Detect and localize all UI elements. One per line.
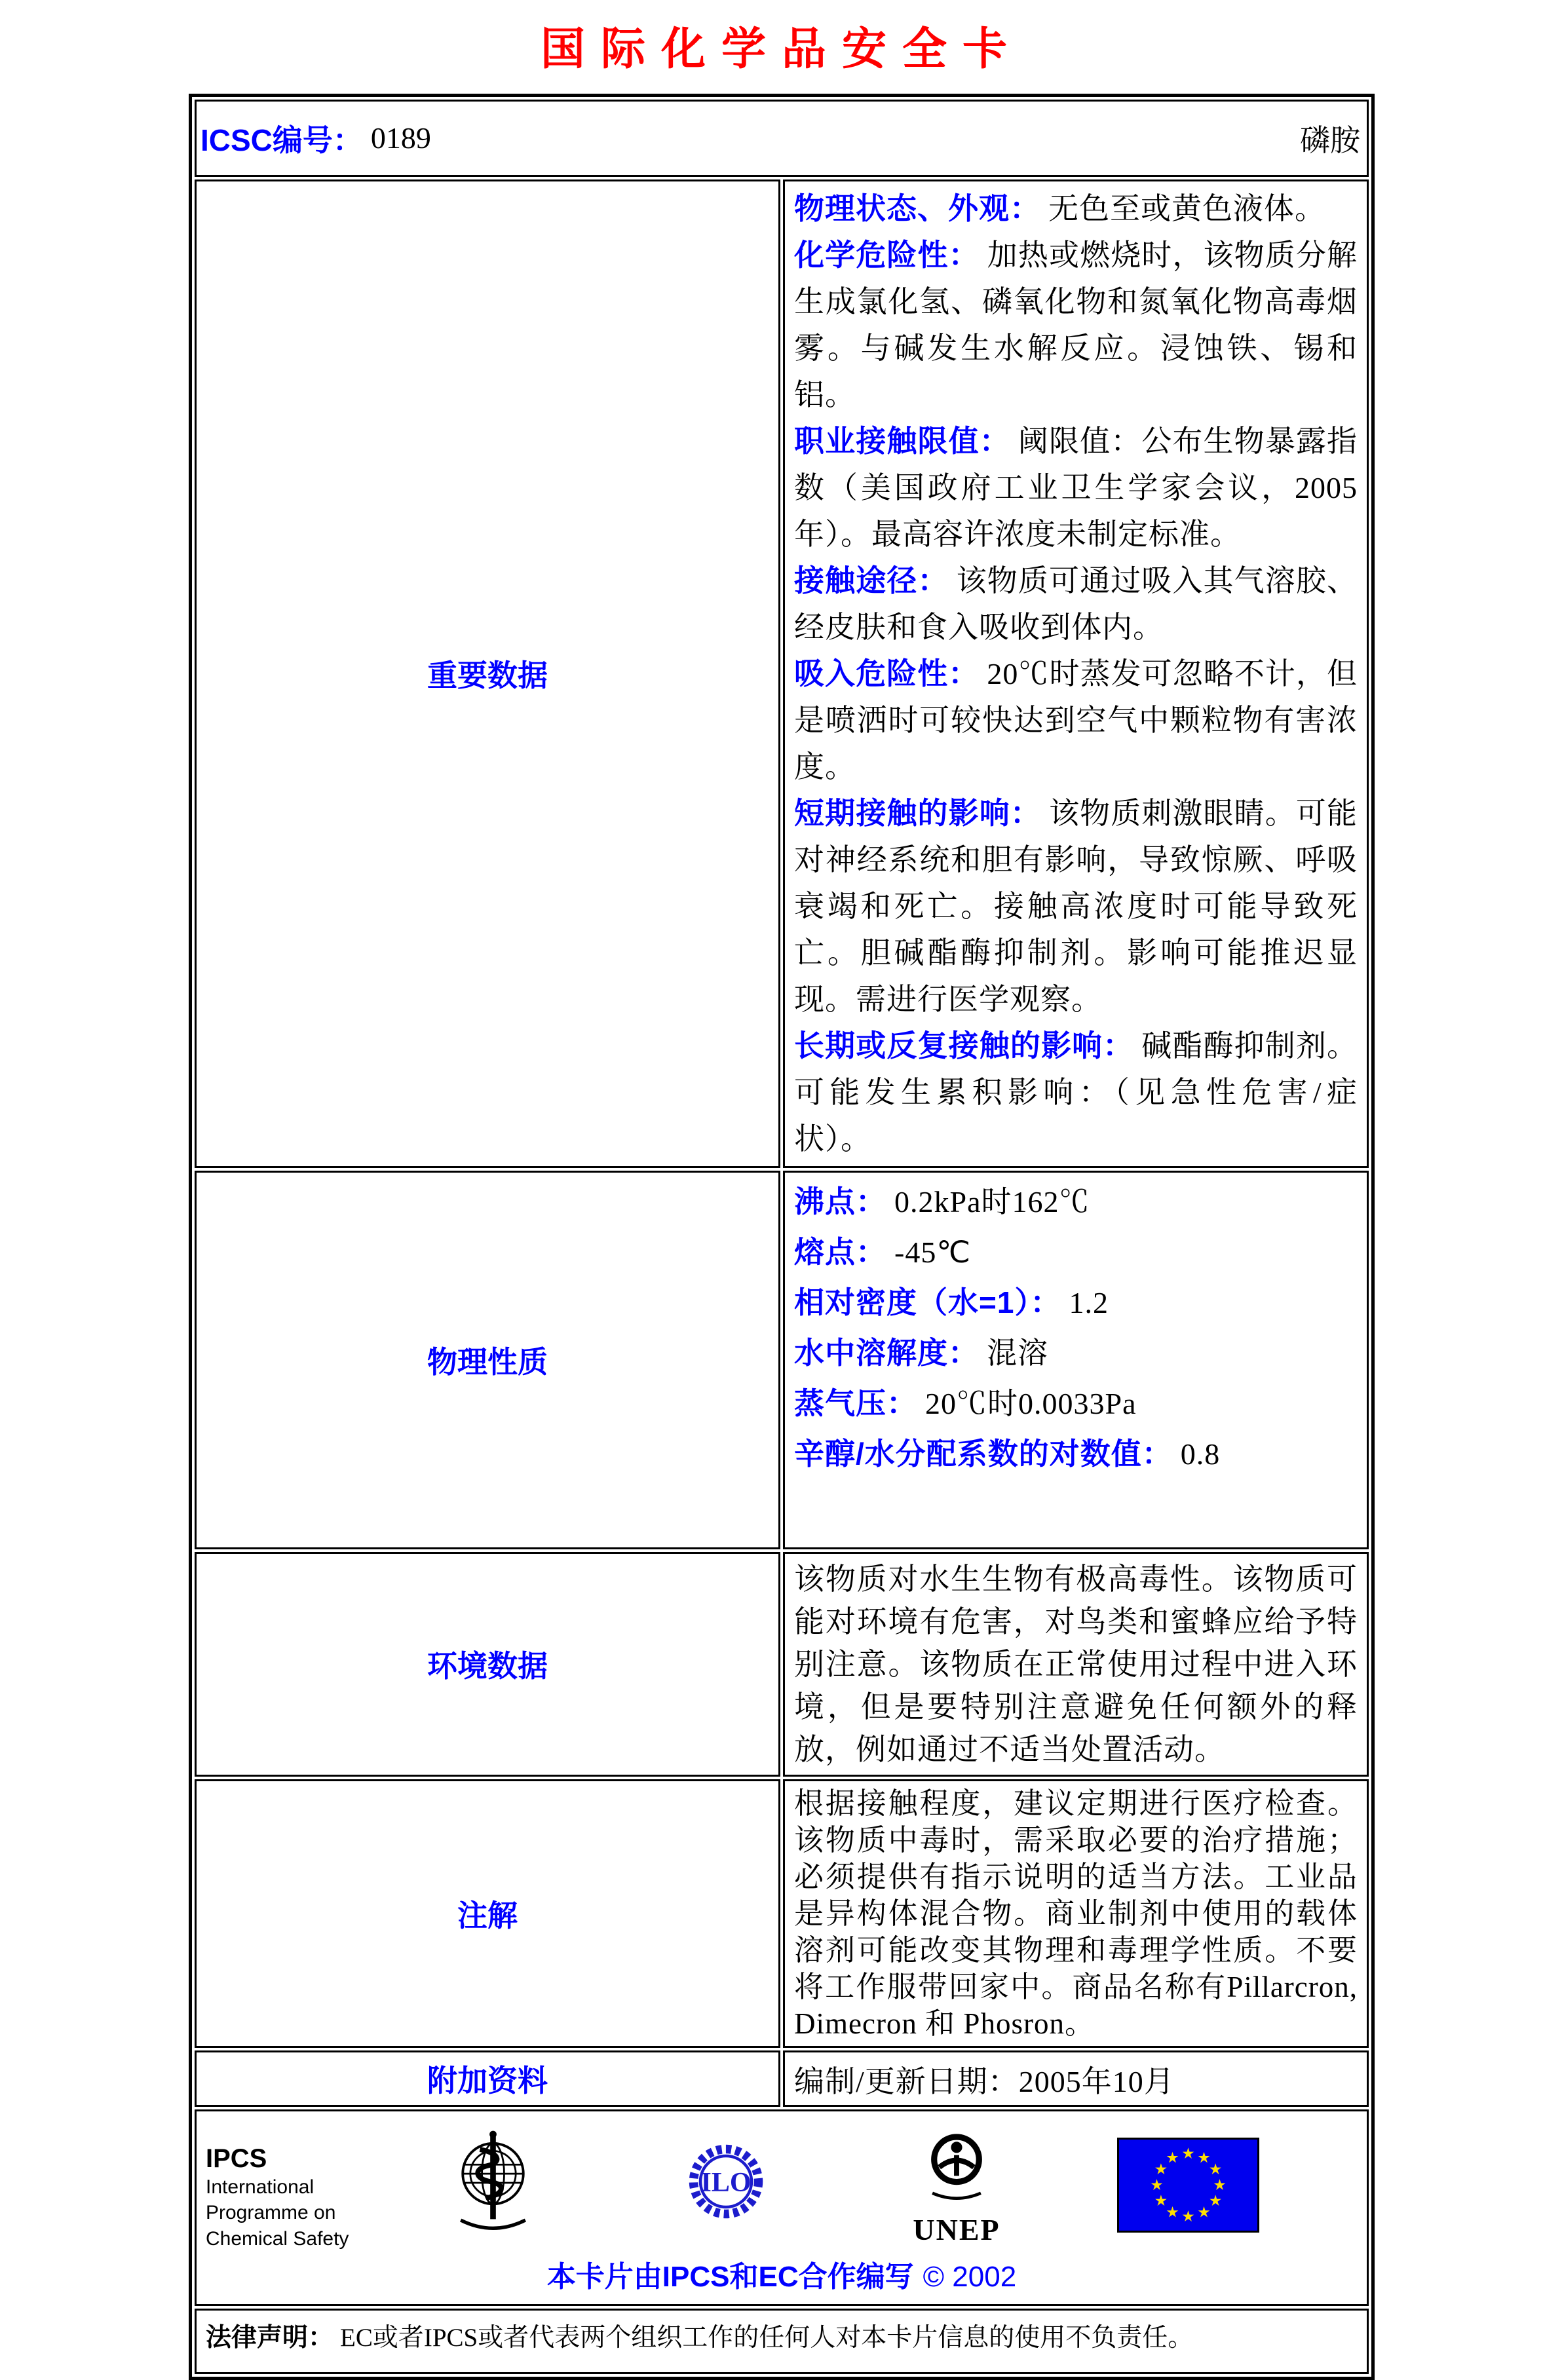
notes-text: 根据接触程度，建议定期进行医疗检查。该物质中毒时，需采取必要的治疗措施；必须提供有指示说明的适当方法。工业品是异构体混合物。商业制剂中使用的载体溶剂可能改变其物理和毒理学性质。不要将工作服带回家中。商品名称有Pillarcron, Dimecron 和 Phosron。: [794, 1786, 1358, 2040]
unep-logo-icon: [904, 2121, 1009, 2216]
field-label: 吸入危险性：: [794, 656, 980, 690]
row-label-environmental-data: 环境数据: [195, 1552, 780, 1777]
physical-item: [794, 1177, 1358, 1227]
ilo-logo-icon: [667, 2128, 785, 2246]
physical-properties-content: [783, 1171, 1369, 1549]
field-label: 相对密度（水=1）：: [794, 1285, 1061, 1319]
eu-flag-icon: [1117, 2138, 1259, 2233]
physical-item: [794, 1378, 1358, 1429]
legal-cell: [195, 2309, 1369, 2374]
unep-logo-text: UNEP: [913, 2212, 1000, 2246]
additional-info-row: [195, 2050, 1369, 2107]
important-item: [794, 790, 1358, 1023]
important-item: [794, 651, 1358, 790]
notes-content: [783, 1779, 1369, 2048]
field-value: 该物质可通过吸入其气溶胶、经皮肤和食入吸收到体内。: [794, 563, 1358, 644]
physical-item: [794, 1328, 1358, 1378]
row-label-important-data: 重要数据: [195, 179, 780, 1168]
update-date-value: 2005年10月: [1018, 2064, 1175, 2098]
field-value: 0.8: [1180, 1437, 1221, 1471]
additional-info-content: [783, 2050, 1369, 2107]
icsc-card-table: [189, 94, 1375, 2380]
icsc-number-label: ICSC编号：: [200, 123, 363, 157]
cooperation-caption: [197, 2253, 1367, 2295]
field-value: 无色至或黄色液体。: [1048, 191, 1325, 225]
field-value: 该物质刺激眼睛。可能对神经系统和胆有影响，导致惊厥、呼吸衰竭和死亡。接触高浓度时可能导致死亡。胆碱酯酶抑制剂。影响可能推迟显现。需进行医学观察。: [794, 796, 1358, 1016]
logos-row: [195, 2109, 1369, 2306]
ilo-logo-text: ILO: [700, 2167, 752, 2198]
field-value: -45℃: [894, 1235, 971, 1269]
header-cell: [197, 102, 1367, 175]
important-item: [794, 1023, 1358, 1162]
physical-item: [794, 1429, 1358, 1479]
field-label: 物理状态、外观：: [794, 191, 1040, 225]
logos-cell: [195, 2109, 1369, 2306]
legal-notice-label: 法律声明：: [206, 2323, 334, 2352]
physical-properties-row: [195, 1171, 1369, 1549]
field-label: 沸点：: [794, 1184, 886, 1218]
field-label: 蒸气压：: [794, 1386, 917, 1420]
important-data-row: [195, 179, 1369, 1168]
chemical-name: 磷胺: [1300, 123, 1360, 157]
important-data-content: [783, 179, 1369, 1168]
legal-notice-text: EC或者IPCS或者代表两个组织工作的任何人对本卡片信息的使用不负责任。: [340, 2323, 1194, 2352]
field-label: 接触途径：: [794, 563, 949, 597]
field-label: 熔点：: [794, 1234, 886, 1269]
ipcs-subtitle-line: International: [206, 2176, 314, 2198]
who-logo-icon: [429, 2123, 557, 2244]
notes-row: [195, 1779, 1369, 2048]
page-title: 国际化学品安全卡: [540, 24, 1023, 74]
field-label: 化学危险性：: [794, 237, 980, 272]
field-value: 加热或燃烧时，该物质分解生成氯化氢、磷氧化物和氮氧化物高毒烟雾。与碱发生水解反应。浸蚀铁、锡和铝。: [794, 238, 1358, 411]
field-value: 混溶: [987, 1336, 1048, 1370]
field-value: 阈限值：公布生物暴露指数（美国政府工业卫生学家会议，2005年）。最高容许浓度未制定标准。: [794, 424, 1358, 551]
legal-row: [195, 2309, 1369, 2374]
row-label-additional-info: 附加资料: [195, 2050, 780, 2107]
environmental-text: 该物质对水生生物有极高毒性。该物质可能对环境有危害，对鸟类和蜜蜂应给予特别注意。该物质在正常使用过程中进入环境，但是要特别注意避免任何额外的释放，例如通过不适当处置活动。: [794, 1562, 1358, 1766]
important-item: [794, 418, 1358, 557]
update-date-label: 编制/更新日期：: [794, 2064, 1019, 2098]
unep-logo-block: [901, 2121, 1012, 2245]
field-value: 20℃时0.0033Pa: [925, 1386, 1137, 1420]
icsc-number-value: 0189: [370, 121, 431, 155]
field-label: 水中溶解度：: [794, 1335, 979, 1370]
field-label: 辛醇/水分配系数的对数值：: [794, 1436, 1173, 1471]
important-item: [794, 185, 1358, 232]
field-value: 碱酯酶抑制剂。可能发生累积影响：（见急性危害/症状）。: [794, 1029, 1358, 1156]
environmental-data-row: [195, 1552, 1369, 1777]
copyright-text: © 2002: [923, 2260, 1017, 2293]
environmental-data-content: [783, 1552, 1369, 1777]
ipcs-subtitle-line: Programme on: [206, 2202, 336, 2224]
field-label: 长期或反复接触的影响：: [794, 1028, 1134, 1063]
field-label: 职业接触限值：: [794, 423, 1010, 458]
ipcs-title: IPCS: [206, 2144, 267, 2173]
important-item: [794, 232, 1358, 418]
important-item: [794, 557, 1358, 651]
ipcs-subtitle-line: Chemical Safety: [206, 2227, 349, 2250]
field-value: 0.2kPa时162℃: [894, 1184, 1090, 1218]
physical-item: [794, 1277, 1358, 1328]
physical-item: [794, 1227, 1358, 1277]
field-label: 短期接触的影响：: [794, 795, 1041, 830]
row-label-notes: 注解: [195, 1779, 780, 2048]
field-value: 1.2: [1069, 1285, 1109, 1319]
field-value: 20℃时蒸发可忽略不计，但是喷洒时可较快达到空气中颗粒物有害浓度。: [794, 656, 1358, 784]
row-label-physical-properties: 物理性质: [195, 1171, 780, 1549]
header-row: [195, 100, 1369, 177]
cooperation-caption-text: 本卡片由IPCS和EC合作编写: [546, 2260, 914, 2293]
ipcs-text-block: [206, 2143, 349, 2252]
